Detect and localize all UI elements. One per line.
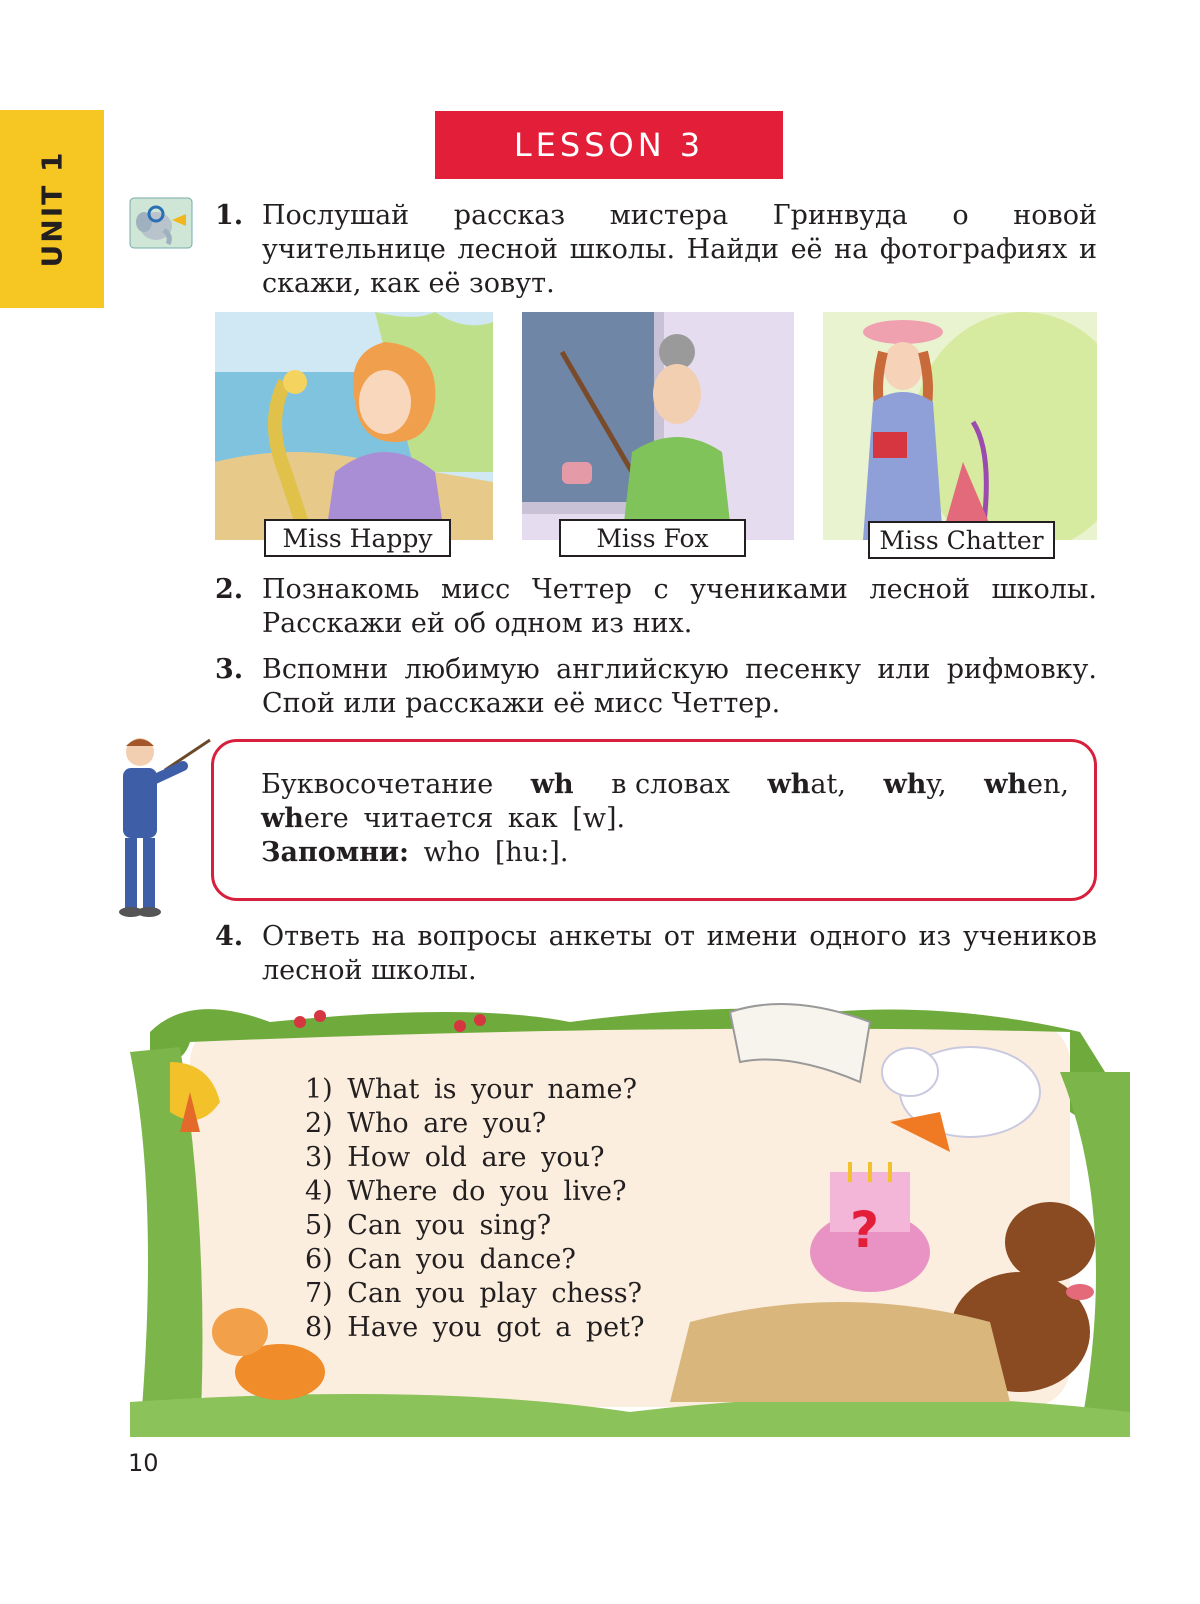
question-item: 6) Can you dance? — [305, 1244, 576, 1275]
rule-line-3: Запомни: who [hu:]. — [261, 837, 569, 868]
picture-miss-happy — [215, 312, 493, 540]
lesson-banner: LESSON 3 — [435, 111, 783, 179]
teacher-pointer-illustration — [105, 730, 215, 920]
question-item: 4) Where do you live? — [305, 1176, 627, 1207]
task-number: 4. — [215, 921, 244, 952]
question-item: 3) How old are you? — [305, 1142, 605, 1173]
rule-text — [261, 768, 1069, 870]
picture-miss-chatter — [823, 312, 1097, 540]
task-4 — [215, 920, 1097, 988]
task-number: 3. — [215, 654, 244, 685]
question-item: 8) Have you got a pet? — [305, 1312, 645, 1343]
unit-label: UNIT 1 — [35, 150, 69, 268]
listening-elephant-icon — [128, 196, 194, 250]
question-item: 5) Can you sing? — [305, 1210, 552, 1241]
rule-line-2: where читается как [w]. — [261, 803, 626, 834]
task-text: Послушай рассказ мистера Гринвуда о новой учительнице лесной школы. Найди её на фотографиях и скажи, как её зовут. — [262, 200, 1097, 299]
rule-line-1: Буквосочетание wh в словах what, why, when, — [261, 769, 1069, 800]
questionnaire-list — [305, 1073, 644, 1345]
picture-miss-fox — [522, 312, 794, 540]
task-number: 2. — [215, 574, 244, 605]
unit-tab — [0, 110, 104, 308]
task-3 — [215, 653, 1097, 721]
task-1 — [215, 199, 1097, 301]
caption-miss-happy: Miss Happy — [264, 519, 451, 557]
caption-miss-chatter: Miss Chatter — [868, 521, 1055, 559]
question-item: 7) Can you play chess? — [305, 1278, 643, 1309]
question-item: 2) Who are you? — [305, 1108, 547, 1139]
caption-miss-fox: Miss Fox — [559, 519, 746, 557]
svg-text:?: ? — [850, 1201, 880, 1259]
task-text: Ответь на вопросы анкеты от имени одного из учеников лесной школы. — [262, 921, 1097, 986]
question-item: 1) What is your name? — [305, 1074, 637, 1105]
page-number: 10 — [128, 1449, 159, 1477]
task-text: Вспомни любимую английскую песенку или рифмовку. Спой или расскажи её мисс Четтер. — [262, 654, 1097, 719]
task-2 — [215, 573, 1097, 641]
task-number: 1. — [215, 200, 244, 231]
task-text: Познакомь мисс Четтер с учениками лесной школы. Расскажи ей об одном из них. — [262, 574, 1097, 639]
